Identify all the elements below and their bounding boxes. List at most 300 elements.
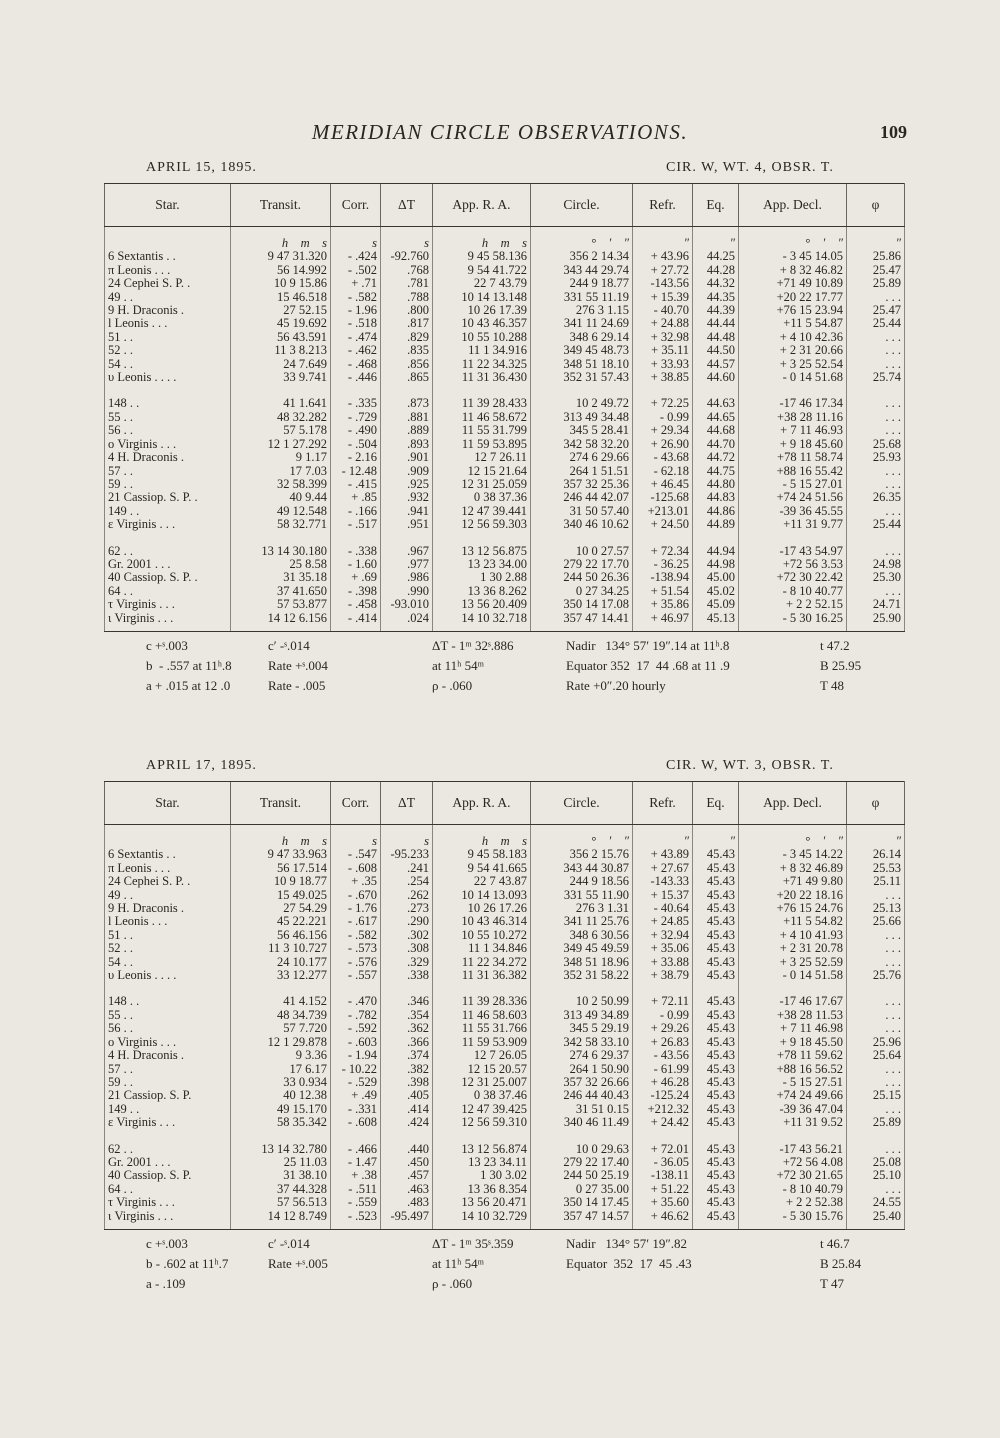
cell-app-ra: 11 59 53.895 [433, 438, 531, 451]
unit-phi: ″ [847, 227, 905, 251]
cell-circle: 341 11 24.69 [531, 317, 633, 330]
cell-transit: 9 47 33.963 [231, 848, 331, 861]
cell-star: π Leonis . . . [105, 264, 231, 277]
cell-app-decl: - 8 10 40.77 [739, 585, 847, 598]
cell-empty [231, 1130, 331, 1143]
cell-phi: . . . [847, 465, 905, 478]
cell-refr: + 72.25 [633, 397, 693, 410]
cell-corr: - .490 [331, 424, 381, 437]
cell-circle: 0 27 34.25 [531, 585, 633, 598]
cell-delta-t: .424 [381, 1116, 433, 1129]
cell-empty [105, 1130, 231, 1143]
cell-empty [739, 532, 847, 545]
cell-eq: 44.83 [693, 491, 739, 504]
cell-app-ra: 22 7 43.87 [433, 875, 531, 888]
cell-corr: - .529 [331, 1076, 381, 1089]
footer-note: at 11ʰ 54ᵐ [432, 657, 484, 673]
table-row [105, 545, 905, 558]
cell-refr: + 72.01 [633, 1143, 693, 1156]
cell-app-decl: + 4 10 42.36 [739, 331, 847, 344]
cell-phi: . . . [847, 889, 905, 902]
cell-circle: 356 2 14.34 [531, 250, 633, 263]
cell-delta-t: .788 [381, 291, 433, 304]
cell-empty [693, 1130, 739, 1143]
cell-phi: . . . [847, 1063, 905, 1076]
cell-delta-t: .856 [381, 358, 433, 371]
table-row [105, 411, 905, 424]
cell-app-ra: 12 15 20.57 [433, 1063, 531, 1076]
table-row [105, 438, 905, 451]
cell-transit: 58 32.771 [231, 518, 331, 531]
cell-phi: . . . [847, 358, 905, 371]
table-row [105, 585, 905, 598]
cell-corr: + .71 [331, 277, 381, 290]
cell-transit: 10 9 18.77 [231, 875, 331, 888]
footer-note: t 47.2 [820, 637, 850, 653]
cell-transit: 9 1.17 [231, 451, 331, 464]
cell-refr: -138.11 [633, 1169, 693, 1182]
column-header-circle: Circle. [531, 184, 633, 227]
section-setup: CIR. W, WT. 3, OBSR. T. [666, 758, 834, 773]
cell-circle: 357 47 14.41 [531, 612, 633, 632]
table-row [105, 424, 905, 437]
unit-app-decl: ° ′ ″ [739, 825, 847, 849]
cell-app-ra: 10 14 13.093 [433, 889, 531, 902]
cell-app-decl: +78 11 58.74 [739, 451, 847, 464]
cell-transit: 33 12.277 [231, 969, 331, 982]
unit-phi: ″ [847, 825, 905, 849]
cell-eq: 44.39 [693, 304, 739, 317]
cell-star: 54 . . [105, 956, 231, 969]
unit-refr: ″ [633, 825, 693, 849]
column-header-phi: φ [847, 782, 905, 825]
cell-phi: 25.53 [847, 862, 905, 875]
cell-app-ra: 13 23 34.00 [433, 558, 531, 571]
cell-phi: . . . [847, 1022, 905, 1035]
cell-refr: + 32.98 [633, 331, 693, 344]
table-row [105, 518, 905, 531]
cell-refr: + 43.89 [633, 848, 693, 861]
cell-app-ra: 9 54 41.722 [433, 264, 531, 277]
cell-refr: + 24.85 [633, 915, 693, 928]
cell-circle: 349 45 49.59 [531, 942, 633, 955]
cell-empty [633, 1130, 693, 1143]
cell-star: ε Virginis . . . [105, 518, 231, 531]
cell-delta-t: .329 [381, 956, 433, 969]
footer-note: a - .109 [146, 1275, 186, 1291]
cell-transit: 56 43.591 [231, 331, 331, 344]
cell-refr: + 35.11 [633, 344, 693, 357]
cell-star: ο Virginis . . . [105, 1036, 231, 1049]
cell-transit: 57 53.877 [231, 598, 331, 611]
cell-circle: 348 6 29.14 [531, 331, 633, 344]
cell-empty [433, 982, 531, 995]
cell-empty [433, 1130, 531, 1143]
cell-circle: 313 49 34.48 [531, 411, 633, 424]
cell-app-ra: 11 31 36.430 [433, 371, 531, 384]
cell-corr: - .470 [331, 995, 381, 1008]
cell-app-decl: -17 46 17.67 [739, 995, 847, 1008]
cell-circle: 246 44 40.43 [531, 1089, 633, 1102]
table-row [105, 317, 905, 330]
footer-note: ρ - .060 [432, 1275, 473, 1291]
cell-eq: 45.43 [693, 956, 739, 969]
cell-star: υ Leonis . . . . [105, 371, 231, 384]
cell-transit: 33 0.934 [231, 1076, 331, 1089]
cell-eq: 45.43 [693, 1009, 739, 1022]
cell-empty [331, 1130, 381, 1143]
cell-delta-t: .977 [381, 558, 433, 571]
cell-app-decl: + 7 11 46.98 [739, 1022, 847, 1035]
unit-app-decl: ° ′ ″ [739, 227, 847, 251]
cell-circle: 0 27 35.00 [531, 1183, 633, 1196]
cell-eq: 45.43 [693, 969, 739, 982]
cell-circle: 31 51 0.15 [531, 1103, 633, 1116]
cell-star: 57 . . [105, 1063, 231, 1076]
cell-refr: + 24.42 [633, 1116, 693, 1129]
row-gap [105, 1130, 905, 1143]
cell-eq: 44.75 [693, 465, 739, 478]
cell-app-ra: 12 15 21.64 [433, 465, 531, 478]
cell-eq: 45.43 [693, 875, 739, 888]
cell-corr: - .603 [331, 1036, 381, 1049]
cell-refr: - 0.99 [633, 411, 693, 424]
cell-corr: + .38 [331, 1169, 381, 1182]
cell-empty [531, 532, 633, 545]
cell-app-ra: 12 47 39.441 [433, 505, 531, 518]
cell-eq: 44.65 [693, 411, 739, 424]
cell-delta-t: .932 [381, 491, 433, 504]
table-row [105, 902, 905, 915]
cell-refr: + 51.54 [633, 585, 693, 598]
table-row [105, 942, 905, 955]
cell-app-ra: 13 56 20.471 [433, 1196, 531, 1209]
cell-app-ra: 1 30 2.88 [433, 571, 531, 584]
footer-note: Nadir 134° 57′ 19″.82 [566, 1235, 688, 1251]
cell-app-ra: 0 38 37.46 [433, 1089, 531, 1102]
cell-transit: 40 12.38 [231, 1089, 331, 1102]
cell-empty [105, 384, 231, 397]
cell-delta-t: .024 [381, 612, 433, 632]
cell-transit: 48 34.739 [231, 1009, 331, 1022]
cell-phi: 25.15 [847, 1089, 905, 1102]
cell-transit: 14 12 8.749 [231, 1210, 331, 1230]
cell-delta-t: .450 [381, 1156, 433, 1169]
cell-corr: - .729 [331, 411, 381, 424]
cell-app-ra: 12 31 25.059 [433, 478, 531, 491]
cell-star: 56 . . [105, 424, 231, 437]
table-row [105, 1210, 905, 1230]
table-row [105, 612, 905, 632]
unit-star [105, 227, 231, 251]
cell-app-ra: 11 46 58.603 [433, 1009, 531, 1022]
cell-app-ra: 12 47 39.425 [433, 1103, 531, 1116]
footer-note: Rate - .005 [268, 677, 326, 693]
cell-eq: 45.09 [693, 598, 739, 611]
cell-refr: + 46.45 [633, 478, 693, 491]
cell-app-decl: +74 24 49.66 [739, 1089, 847, 1102]
cell-phi: 25.08 [847, 1156, 905, 1169]
cell-eq: 44.94 [693, 545, 739, 558]
cell-phi: . . . [847, 585, 905, 598]
cell-app-decl: +72 56 4.08 [739, 1156, 847, 1169]
cell-app-ra: 14 10 32.718 [433, 612, 531, 632]
cell-star: Gr. 2001 . . . [105, 558, 231, 571]
table-row [105, 491, 905, 504]
cell-empty [633, 532, 693, 545]
cell-app-decl: + 3 25 52.54 [739, 358, 847, 371]
cell-app-decl: +72 30 21.65 [739, 1169, 847, 1182]
cell-eq: 44.50 [693, 344, 739, 357]
cell-star: 64 . . [105, 1183, 231, 1196]
table-row [105, 465, 905, 478]
cell-corr: - .670 [331, 889, 381, 902]
cell-phi: . . . [847, 1076, 905, 1089]
cell-corr: - .559 [331, 1196, 381, 1209]
unit-delta-t: s [381, 227, 433, 251]
cell-phi: 25.68 [847, 438, 905, 451]
footer-note: a + .015 at 12 .0 [146, 677, 231, 693]
cell-delta-t: .990 [381, 585, 433, 598]
cell-circle: 357 47 14.57 [531, 1210, 633, 1230]
cell-corr: - .474 [331, 331, 381, 344]
cell-circle: 10 2 50.99 [531, 995, 633, 1008]
cell-phi: . . . [847, 545, 905, 558]
cell-empty [231, 384, 331, 397]
cell-app-decl: - 3 45 14.22 [739, 848, 847, 861]
cell-delta-t: .781 [381, 277, 433, 290]
cell-transit: 17 6.17 [231, 1063, 331, 1076]
table-row [105, 291, 905, 304]
cell-circle: 352 31 58.22 [531, 969, 633, 982]
cell-eq: 45.43 [693, 1022, 739, 1035]
cell-circle: 352 31 57.43 [531, 371, 633, 384]
cell-eq: 44.48 [693, 331, 739, 344]
cell-transit: 24 10.177 [231, 956, 331, 969]
cell-phi: 25.74 [847, 371, 905, 384]
cell-app-ra: 10 55 10.288 [433, 331, 531, 344]
cell-app-ra: 11 22 34.272 [433, 956, 531, 969]
cell-transit: 25 11.03 [231, 1156, 331, 1169]
cell-eq: 45.43 [693, 1196, 739, 1209]
cell-transit: 57 7.720 [231, 1022, 331, 1035]
cell-circle: 349 45 48.73 [531, 344, 633, 357]
cell-transit: 37 41.650 [231, 585, 331, 598]
cell-eq: 45.43 [693, 1116, 739, 1129]
cell-delta-t: .382 [381, 1063, 433, 1076]
page-title: MERIDIAN CIRCLE OBSERVATIONS. [311, 120, 689, 144]
cell-app-decl: + 2 2 52.38 [739, 1196, 847, 1209]
cell-corr: - .511 [331, 1183, 381, 1196]
table-row [105, 451, 905, 464]
cell-eq: 45.00 [693, 571, 739, 584]
cell-transit: 27 54.29 [231, 902, 331, 915]
cell-delta-t: .241 [381, 862, 433, 875]
cell-app-decl: - 8 10 40.79 [739, 1183, 847, 1196]
unit-eq: ″ [693, 825, 739, 849]
table-row [105, 1063, 905, 1076]
cell-corr: - .415 [331, 478, 381, 491]
cell-circle: 246 44 42.07 [531, 491, 633, 504]
cell-eq: 45.43 [693, 1076, 739, 1089]
cell-delta-t: .273 [381, 902, 433, 915]
cell-star: ο Virginis . . . [105, 438, 231, 451]
cell-delta-t: .440 [381, 1143, 433, 1156]
table-row [105, 848, 905, 861]
header-row [105, 782, 905, 825]
cell-app-ra: 1 30 3.02 [433, 1169, 531, 1182]
cell-transit: 48 32.282 [231, 411, 331, 424]
cell-delta-t: .865 [381, 371, 433, 384]
cell-delta-t: .889 [381, 424, 433, 437]
cell-circle: 244 50 25.19 [531, 1169, 633, 1182]
footer-note: at 11ʰ 54ᵐ [432, 1255, 484, 1271]
cell-app-ra: 12 7 26.11 [433, 451, 531, 464]
table-row [105, 1169, 905, 1182]
cell-corr: - 2.16 [331, 451, 381, 464]
units-row [105, 825, 905, 849]
cell-transit: 56 14.992 [231, 264, 331, 277]
cell-corr: + .85 [331, 491, 381, 504]
cell-phi: . . . [847, 344, 905, 357]
column-header-transit: Transit. [231, 782, 331, 825]
cell-transit: 45 19.692 [231, 317, 331, 330]
cell-star: 64 . . [105, 585, 231, 598]
table-row [105, 571, 905, 584]
cell-empty [105, 532, 231, 545]
table-row [105, 875, 905, 888]
cell-app-decl: + 9 18 45.60 [739, 438, 847, 451]
column-header-refr: Refr. [633, 184, 693, 227]
cell-corr: + .69 [331, 571, 381, 584]
cell-corr: - .557 [331, 969, 381, 982]
cell-app-decl: - 5 15 27.01 [739, 478, 847, 491]
cell-phi: 25.47 [847, 304, 905, 317]
footer-note: ΔT - 1ᵐ 32ˢ.886 [432, 637, 514, 653]
cell-circle: 244 9 18.56 [531, 875, 633, 888]
column-header-transit: Transit. [231, 184, 331, 227]
cell-transit: 14 12 6.156 [231, 612, 331, 632]
cell-empty [331, 532, 381, 545]
table-row [105, 250, 905, 263]
column-header-app-ra: App. R. A. [433, 782, 531, 825]
cell-phi: 25.66 [847, 915, 905, 928]
cell-corr: - .517 [331, 518, 381, 531]
cell-circle: 348 6 30.56 [531, 929, 633, 942]
column-header-delta-t: ΔT [381, 184, 433, 227]
cell-empty [531, 1130, 633, 1143]
cell-circle: 348 51 18.96 [531, 956, 633, 969]
cell-circle: 274 6 29.37 [531, 1049, 633, 1062]
cell-app-decl: +38 28 11.16 [739, 411, 847, 424]
table-row [105, 331, 905, 344]
footer-note: Rate +ˢ.004 [268, 657, 328, 673]
cell-corr: - .582 [331, 929, 381, 942]
cell-corr: - .782 [331, 1009, 381, 1022]
table-row [105, 1076, 905, 1089]
cell-eq: 44.28 [693, 264, 739, 277]
cell-star: 62 . . [105, 545, 231, 558]
cell-eq: 45.43 [693, 995, 739, 1008]
cell-star: 56 . . [105, 1022, 231, 1035]
cell-transit: 41 1.641 [231, 397, 331, 410]
cell-star: 57 . . [105, 465, 231, 478]
table-row [105, 1103, 905, 1116]
cell-transit: 13 14 30.180 [231, 545, 331, 558]
cell-corr: - .608 [331, 862, 381, 875]
cell-refr: - 40.70 [633, 304, 693, 317]
cell-circle: 342 58 33.10 [531, 1036, 633, 1049]
cell-circle: 343 44 29.74 [531, 264, 633, 277]
table-row [105, 1009, 905, 1022]
cell-phi: . . . [847, 1103, 905, 1116]
cell-app-decl: +72 30 22.42 [739, 571, 847, 584]
cell-empty [381, 532, 433, 545]
cell-corr: - .446 [331, 371, 381, 384]
cell-transit: 56 17.514 [231, 862, 331, 875]
cell-transit: 11 3 8.213 [231, 344, 331, 357]
cell-phi: . . . [847, 291, 905, 304]
cell-refr: + 29.26 [633, 1022, 693, 1035]
cell-refr: + 72.11 [633, 995, 693, 1008]
cell-eq: 44.57 [693, 358, 739, 371]
cell-empty [433, 532, 531, 545]
cell-app-ra: 10 26 17.39 [433, 304, 531, 317]
cell-eq: 45.43 [693, 1103, 739, 1116]
page-number: 109 [880, 122, 907, 142]
cell-eq: 44.72 [693, 451, 739, 464]
row-gap [105, 982, 905, 995]
table-row [105, 1036, 905, 1049]
cell-app-ra: 9 54 41.665 [433, 862, 531, 875]
cell-refr: -138.94 [633, 571, 693, 584]
cell-star: 55 . . [105, 1009, 231, 1022]
cell-star: τ Virginis . . . [105, 1196, 231, 1209]
cell-circle: 345 5 28.41 [531, 424, 633, 437]
cell-star: 49 . . [105, 291, 231, 304]
cell-app-decl: - 3 45 14.05 [739, 250, 847, 263]
cell-app-ra: 10 43 46.357 [433, 317, 531, 330]
cell-phi: . . . [847, 478, 905, 491]
cell-transit: 32 58.399 [231, 478, 331, 491]
cell-delta-t: .881 [381, 411, 433, 424]
cell-star: Gr. 2001 . . . [105, 1156, 231, 1169]
cell-refr: + 27.67 [633, 862, 693, 875]
cell-refr: + 46.62 [633, 1210, 693, 1230]
cell-star: 52 . . [105, 942, 231, 955]
cell-delta-t: .941 [381, 505, 433, 518]
cell-eq: 45.02 [693, 585, 739, 598]
cell-eq: 44.68 [693, 424, 739, 437]
cell-star: 40 Cassiop. S. P. . [105, 571, 231, 584]
footer-note: T 48 [820, 677, 844, 693]
cell-refr: -143.56 [633, 277, 693, 290]
cell-app-decl: + 4 10 41.93 [739, 929, 847, 942]
table-row [105, 358, 905, 371]
cell-empty [331, 384, 381, 397]
cell-refr: + 35.06 [633, 942, 693, 955]
column-header-star: Star. [105, 782, 231, 825]
cell-delta-t: .463 [381, 1183, 433, 1196]
cell-corr: - .398 [331, 585, 381, 598]
cell-star: 9 H. Draconis . [105, 304, 231, 317]
cell-app-decl: + 8 32 46.82 [739, 264, 847, 277]
cell-corr: - 1.76 [331, 902, 381, 915]
cell-phi: 25.93 [847, 451, 905, 464]
unit-transit: h m s [231, 825, 331, 849]
cell-circle: 244 9 18.77 [531, 277, 633, 290]
cell-eq: 44.63 [693, 397, 739, 410]
